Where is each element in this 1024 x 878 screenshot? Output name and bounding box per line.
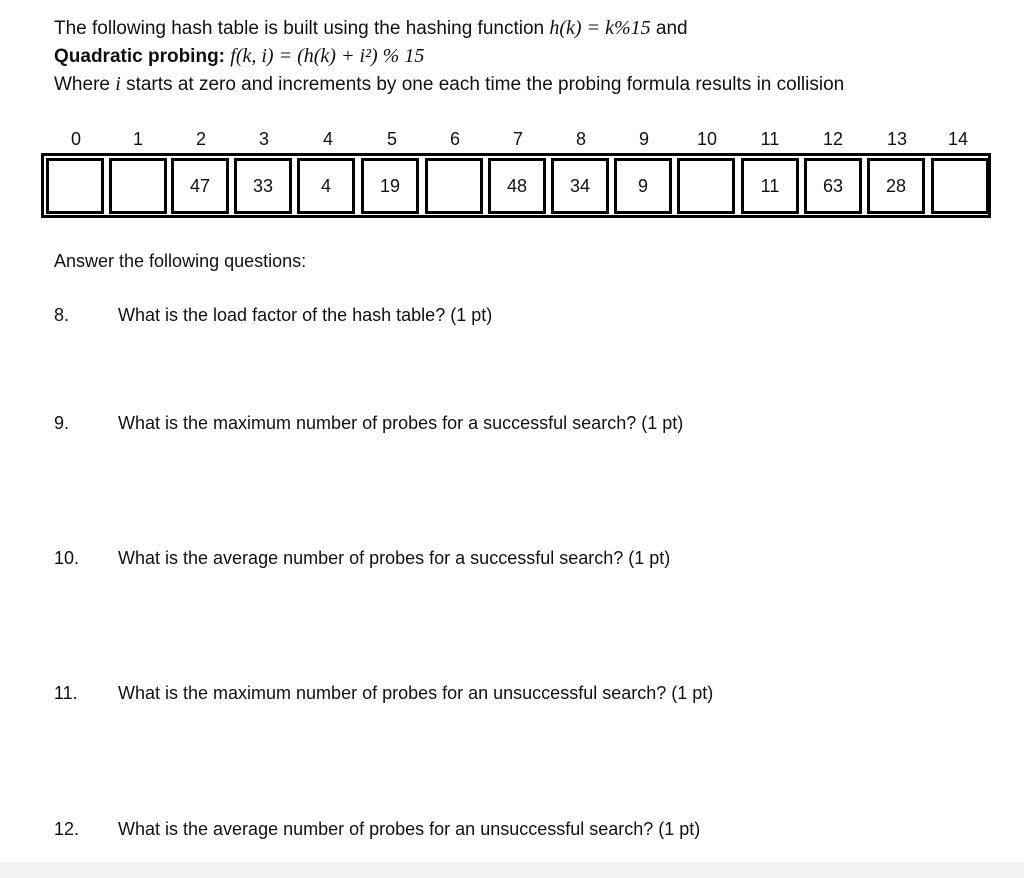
hash-table-cell-12: 63 [804,158,862,214]
question-text: What is the average number of probes for a successful search? (1 pt) [118,548,671,568]
intro-line-1 [54,16,688,41]
hash-table-cell-1 [109,158,167,214]
page-bottom-edge [0,862,1024,878]
index-label-6: 6 [449,129,460,149]
quadratic-probing-label: Quadratic probing: [54,46,231,67]
hash-table-cell-4: 4 [297,158,355,214]
index-label-12: 12 [822,129,844,149]
question-number: 8. [54,305,70,325]
index-label-2: 2 [195,129,206,149]
probing-formula: f(k, i) = (h(k) + i²) % 15 [230,45,425,67]
hash-table [41,153,991,218]
intro-line-1-tail: and [650,18,688,39]
index-label-0: 0 [70,129,81,149]
question-number: 10. [54,548,80,568]
index-label-13: 13 [886,129,908,149]
answer-heading: Answer the following questions: [54,251,307,271]
hash-table-cell-8: 34 [551,158,609,214]
index-label-8: 8 [575,129,586,149]
question-number: 12. [54,819,80,839]
hash-table-cell-6 [425,158,483,214]
question-number: 9. [54,413,70,433]
intro-line-3 [54,72,844,97]
index-label-10: 10 [696,129,718,149]
hash-function-formula: h(k) = k%15 [549,17,651,39]
intro-line-2 [54,44,424,69]
question-text: What is the average number of probes for an unsuccessful search? (1 pt) [118,819,701,839]
index-label-5: 5 [386,129,397,149]
hash-table-cell-5: 19 [361,158,419,214]
intro-line-3-pre: Where [54,74,116,95]
question-number: 11. [54,683,78,703]
index-label-7: 7 [512,129,523,149]
hash-table-cell-3: 33 [234,158,292,214]
question-text: What is the maximum number of probes for an unsuccessful search? (1 pt) [118,683,714,703]
hash-table-cell-11: 11 [741,158,799,214]
index-label-3: 3 [258,129,269,149]
question-text: What is the maximum number of probes for a successful search? (1 pt) [118,413,684,433]
hash-table-cell-9: 9 [614,158,672,214]
index-label-14: 14 [947,129,969,149]
hash-table-cell-2: 47 [171,158,229,214]
intro-line-3-post: starts at zero and increments by one each time the probing formula results in collision [120,74,845,95]
hash-table-cell-0 [46,158,104,214]
question-text: What is the load factor of the hash table? (1 pt) [118,305,493,325]
hash-table-cell-14 [931,158,989,214]
hash-table-cell-10 [677,158,735,214]
intro-line-3-var: i [115,73,121,95]
index-label-1: 1 [132,129,143,149]
index-label-9: 9 [638,129,649,149]
intro-line-1-text: The following hash table is built using the hashing function [54,18,550,39]
hash-table-cell-7: 48 [488,158,546,214]
index-label-4: 4 [322,129,333,149]
index-label-11: 11 [760,129,780,149]
hash-table-cell-13: 28 [867,158,925,214]
